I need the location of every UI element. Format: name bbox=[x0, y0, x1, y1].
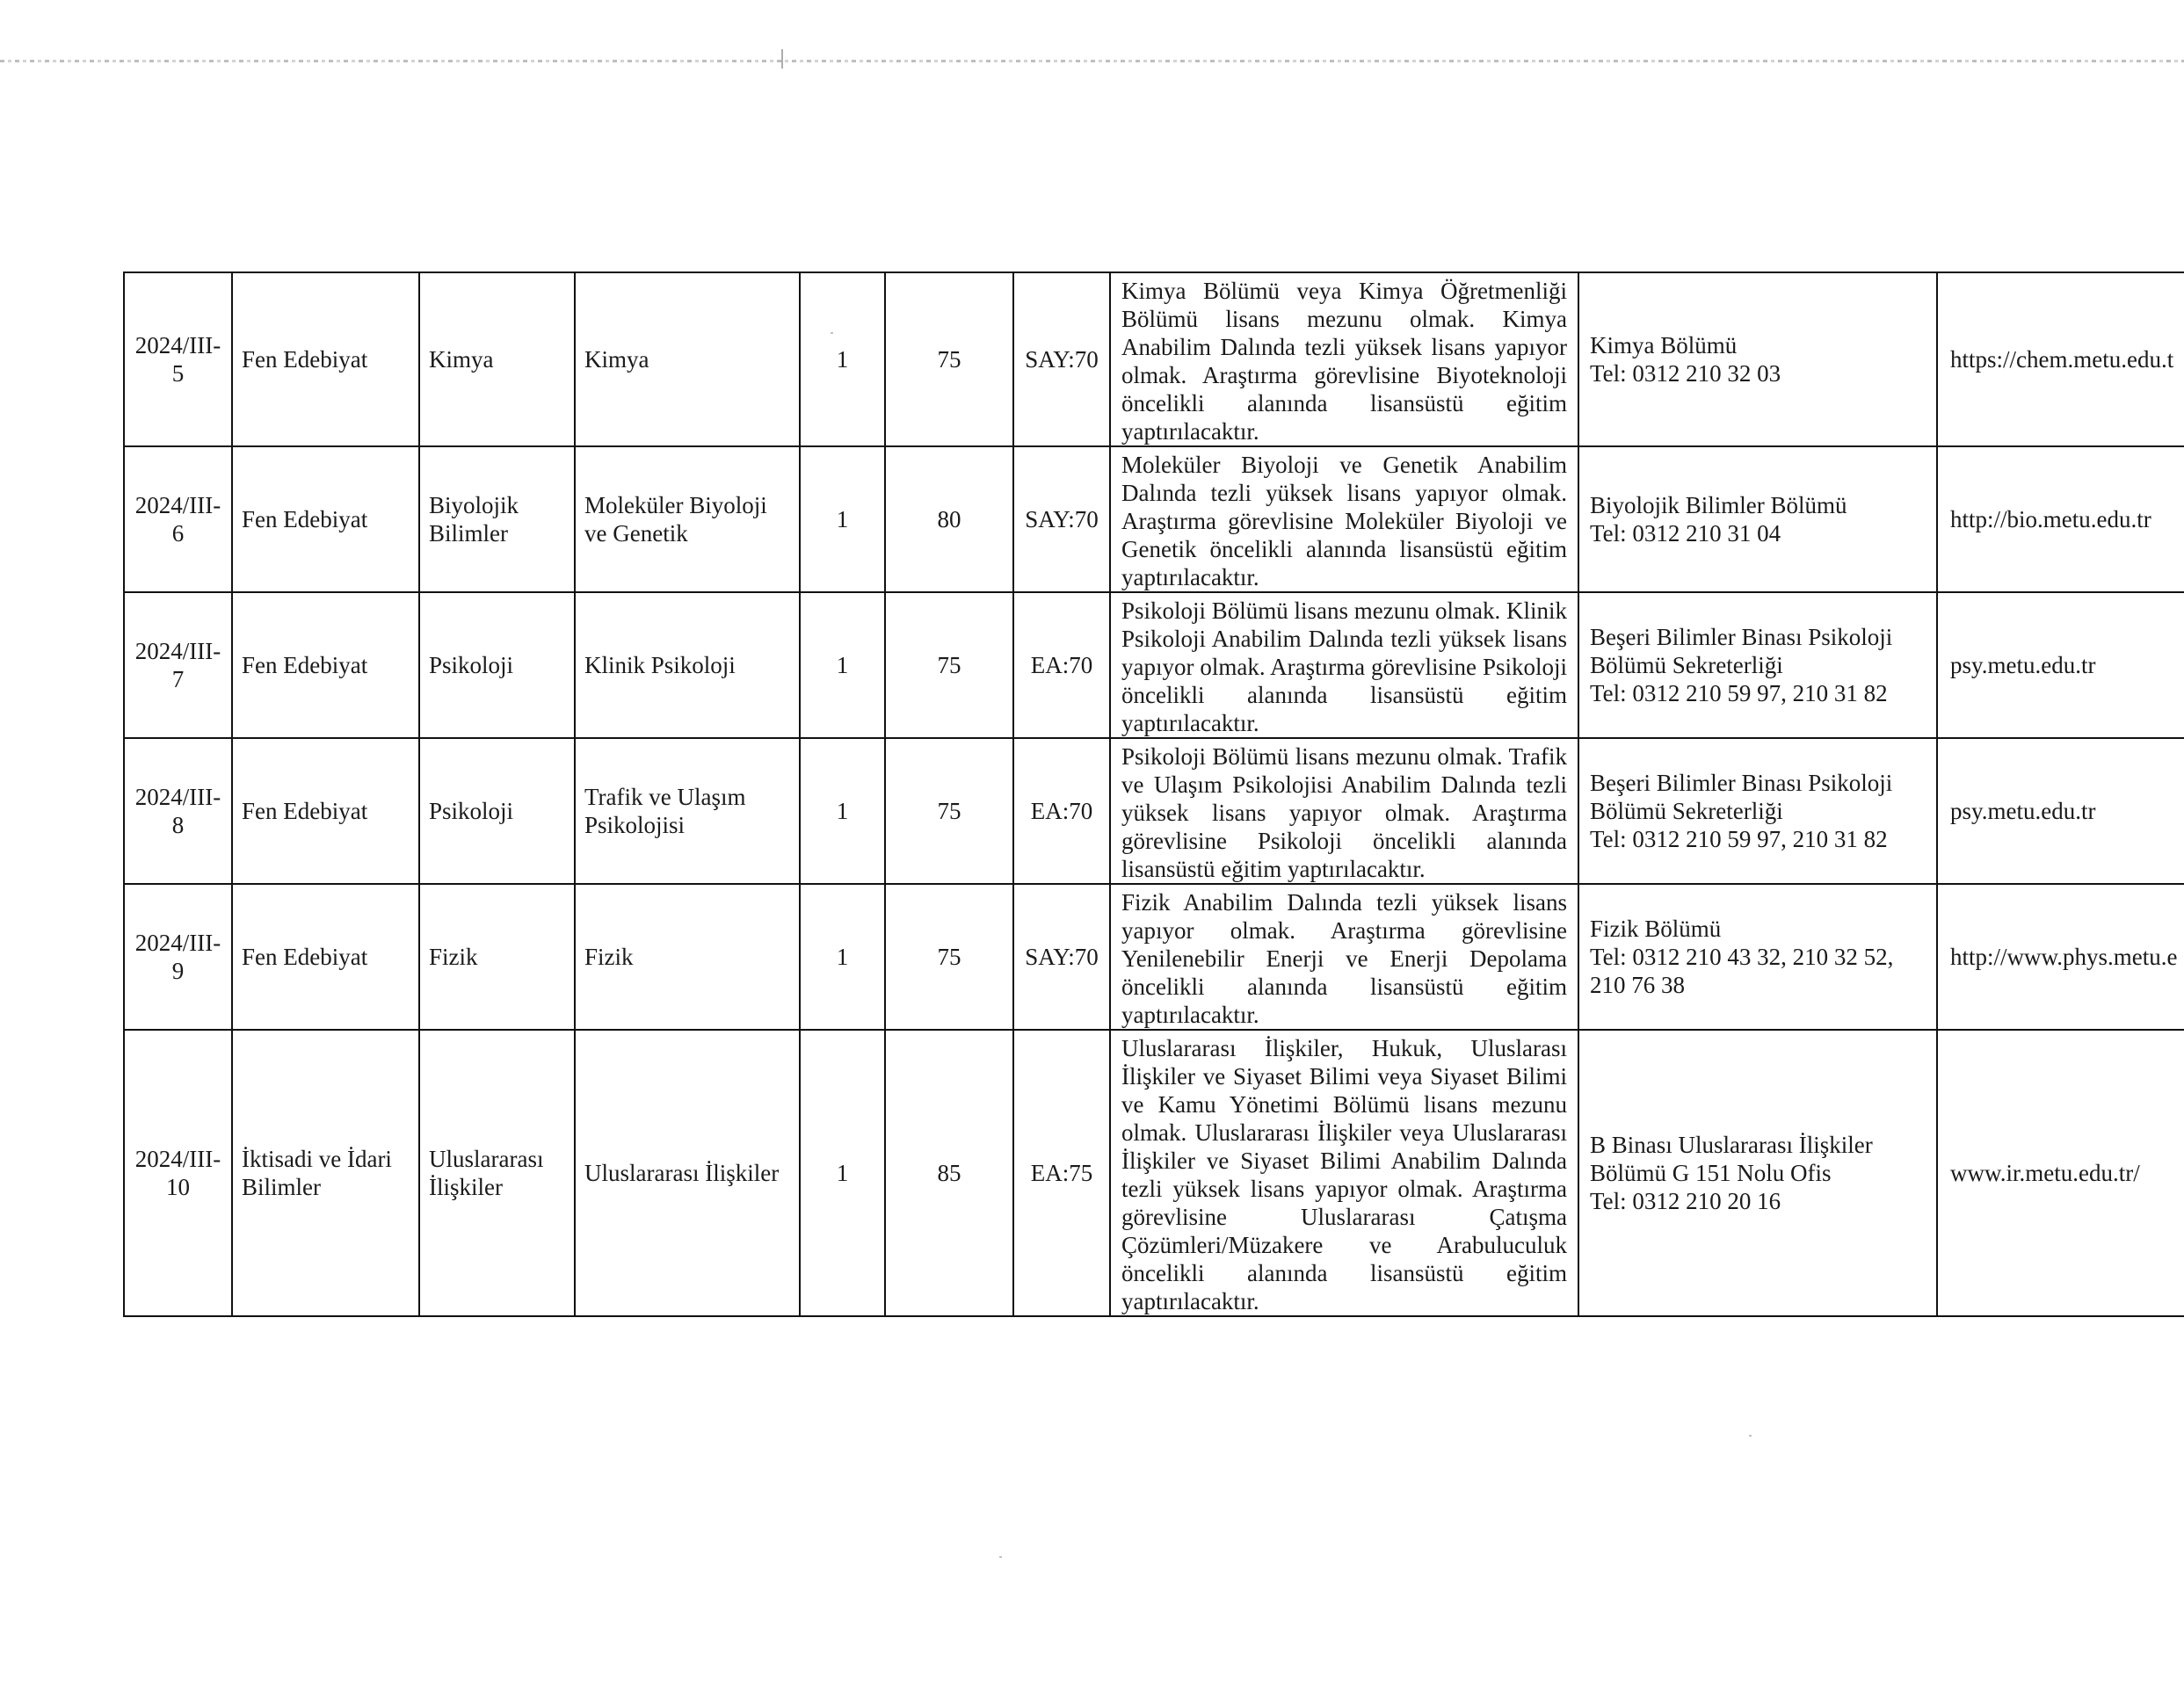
scan-speck bbox=[1749, 1435, 1752, 1437]
table-row bbox=[124, 272, 2184, 446]
posting-number: 2024/III- 6 bbox=[124, 446, 232, 592]
announcement-table bbox=[123, 272, 2184, 1317]
ales-cell: EA:75 bbox=[1013, 1030, 1110, 1316]
website-link[interactable]: psy.metu.edu.tr bbox=[1937, 592, 2184, 738]
posting-number: 2024/III- 8 bbox=[124, 738, 232, 884]
table-row bbox=[124, 592, 2184, 738]
conditions-cell: Psikoloji Bölümü lisans mezunu olmak. Trafik ve Ulaşım Psikolojisi Anabilim Dalında tezli yüksek lisans yapıyor olmak. Araştırma görevlisine Psikoloji öncelikli alanında lisansüstü eğitim yaptırılacaktır. bbox=[1110, 738, 1578, 884]
ales-cell: SAY:70 bbox=[1013, 446, 1110, 592]
table-row bbox=[124, 884, 2184, 1030]
count-cell: 1 bbox=[800, 738, 885, 884]
department-cell: Biyolojik Bilimler bbox=[419, 446, 575, 592]
contact-cell: Beşeri Bilimler Binası Psikoloji Bölümü Sekreterliği Tel: 0312 210 59 97, 210 31 82 bbox=[1578, 738, 1937, 884]
conditions-cell: Fizik Anabilim Dalında tezli yüksek lisans yapıyor olmak. Araştırma görevlisine Yenilenebilir Enerji ve Enerji Depolama öncelikli alanında lisansüstü eğitim yaptırılacaktır. bbox=[1110, 884, 1578, 1030]
faculty-cell: Fen Edebiyat bbox=[232, 884, 419, 1030]
scan-tick-artifact bbox=[781, 49, 783, 69]
website-link[interactable]: http://www.phys.metu.e bbox=[1937, 884, 2184, 1030]
program-cell: Fizik bbox=[575, 884, 800, 1030]
faculty-cell: Fen Edebiyat bbox=[232, 446, 419, 592]
contact-cell: B Binası Uluslararası İlişkiler Bölümü G 151 Nolu Ofis Tel: 0312 210 20 16 bbox=[1578, 1030, 1937, 1316]
website-link[interactable]: http://bio.metu.edu.tr bbox=[1937, 446, 2184, 592]
score-cell: 80 bbox=[885, 446, 1013, 592]
faculty-cell: Fen Edebiyat bbox=[232, 592, 419, 738]
posting-number: 2024/III- 10 bbox=[124, 1030, 232, 1316]
website-link[interactable]: psy.metu.edu.tr bbox=[1937, 738, 2184, 884]
faculty-cell: İktisadi ve İdari Bilimler bbox=[232, 1030, 419, 1316]
count-cell: 1 bbox=[800, 592, 885, 738]
table-row bbox=[124, 738, 2184, 884]
department-cell: Psikoloji bbox=[419, 592, 575, 738]
count-cell: 1 bbox=[800, 884, 885, 1030]
program-cell: Uluslararası İlişkiler bbox=[575, 1030, 800, 1316]
scan-speck bbox=[999, 1556, 1002, 1558]
ales-cell: EA:70 bbox=[1013, 738, 1110, 884]
ales-cell: SAY:70 bbox=[1013, 272, 1110, 446]
conditions-cell: Psikoloji Bölümü lisans mezunu olmak. Klinik Psikoloji Anabilim Dalında tezli yüksek lisans yapıyor olmak. Araştırma görevlisine Psikoloji öncelikli alanında lisansüstü eğitim yaptırılacaktır. bbox=[1110, 592, 1578, 738]
department-cell: Psikoloji bbox=[419, 738, 575, 884]
conditions-cell: Uluslararası İlişkiler, Hukuk, Uluslarası İlişkiler ve Siyaset Bilimi veya Siyaset Bilimi ve Kamu Yönetimi Bölümü lisans mezunu olmak. Uluslararası İlişkiler veya Uluslararası İlişkiler ve Siyaset Bilimi Anabilim Dalında tezli yüksek lisans yapıyor olmak. Araştırma görevlisine Uluslararası Çatışma Çözümleri/Müzakere ve Arabuluculuk öncelikli alanında lisansüstü eğitim yaptırılacaktır. bbox=[1110, 1030, 1578, 1316]
program-cell: Moleküler Biyoloji ve Genetik bbox=[575, 446, 800, 592]
count-cell: 1 bbox=[800, 446, 885, 592]
website-link[interactable]: https://chem.metu.edu.t bbox=[1937, 272, 2184, 446]
posting-number: 2024/III- 5 bbox=[124, 272, 232, 446]
department-cell: Uluslararası İlişkiler bbox=[419, 1030, 575, 1316]
faculty-cell: Fen Edebiyat bbox=[232, 272, 419, 446]
contact-cell: Fizik Bölümü Tel: 0312 210 43 32, 210 32 52, 210 76 38 bbox=[1578, 884, 1937, 1030]
ales-cell: SAY:70 bbox=[1013, 884, 1110, 1030]
department-cell: Kimya bbox=[419, 272, 575, 446]
contact-cell: Beşeri Bilimler Binası Psikoloji Bölümü Sekreterliği Tel: 0312 210 59 97, 210 31 82 bbox=[1578, 592, 1937, 738]
table-row bbox=[124, 446, 2184, 592]
count-cell: 1 bbox=[800, 272, 885, 446]
conditions-cell: Moleküler Biyoloji ve Genetik Anabilim Dalında tezli yüksek lisans yapıyor olmak. Araştırma görevlisine Moleküler Biyoloji ve Genetik öncelikli alanında lisansüstü eğitim yaptırılacaktır. bbox=[1110, 446, 1578, 592]
contact-cell: Kimya Bölümü Tel: 0312 210 32 03 bbox=[1578, 272, 1937, 446]
count-cell: 1 bbox=[800, 1030, 885, 1316]
program-cell: Trafik ve Ulaşım Psikolojisi bbox=[575, 738, 800, 884]
contact-cell: Biyolojik Bilimler Bölümü Tel: 0312 210 31 04 bbox=[1578, 446, 1937, 592]
conditions-cell: Kimya Bölümü veya Kimya Öğretmenliği Bölümü lisans mezunu olmak. Kimya Anabilim Dalında tezli yüksek lisans yapıyor olmak. Araştırma görevlisine Biyoteknoloji öncelikli alanında lisansüstü eğitim yaptırılacaktır. bbox=[1110, 272, 1578, 446]
program-cell: Kimya bbox=[575, 272, 800, 446]
posting-number: 2024/III- 7 bbox=[124, 592, 232, 738]
score-cell: 75 bbox=[885, 738, 1013, 884]
score-cell: 85 bbox=[885, 1030, 1013, 1316]
faculty-cell: Fen Edebiyat bbox=[232, 738, 419, 884]
scan-edge-artifact bbox=[0, 60, 2184, 62]
posting-number: 2024/III- 9 bbox=[124, 884, 232, 1030]
website-link[interactable]: www.ir.metu.edu.tr/ bbox=[1937, 1030, 2184, 1316]
table-row bbox=[124, 1030, 2184, 1316]
score-cell: 75 bbox=[885, 272, 1013, 446]
department-cell: Fizik bbox=[419, 884, 575, 1030]
ales-cell: EA:70 bbox=[1013, 592, 1110, 738]
program-cell: Klinik Psikoloji bbox=[575, 592, 800, 738]
score-cell: 75 bbox=[885, 884, 1013, 1030]
score-cell: 75 bbox=[885, 592, 1013, 738]
